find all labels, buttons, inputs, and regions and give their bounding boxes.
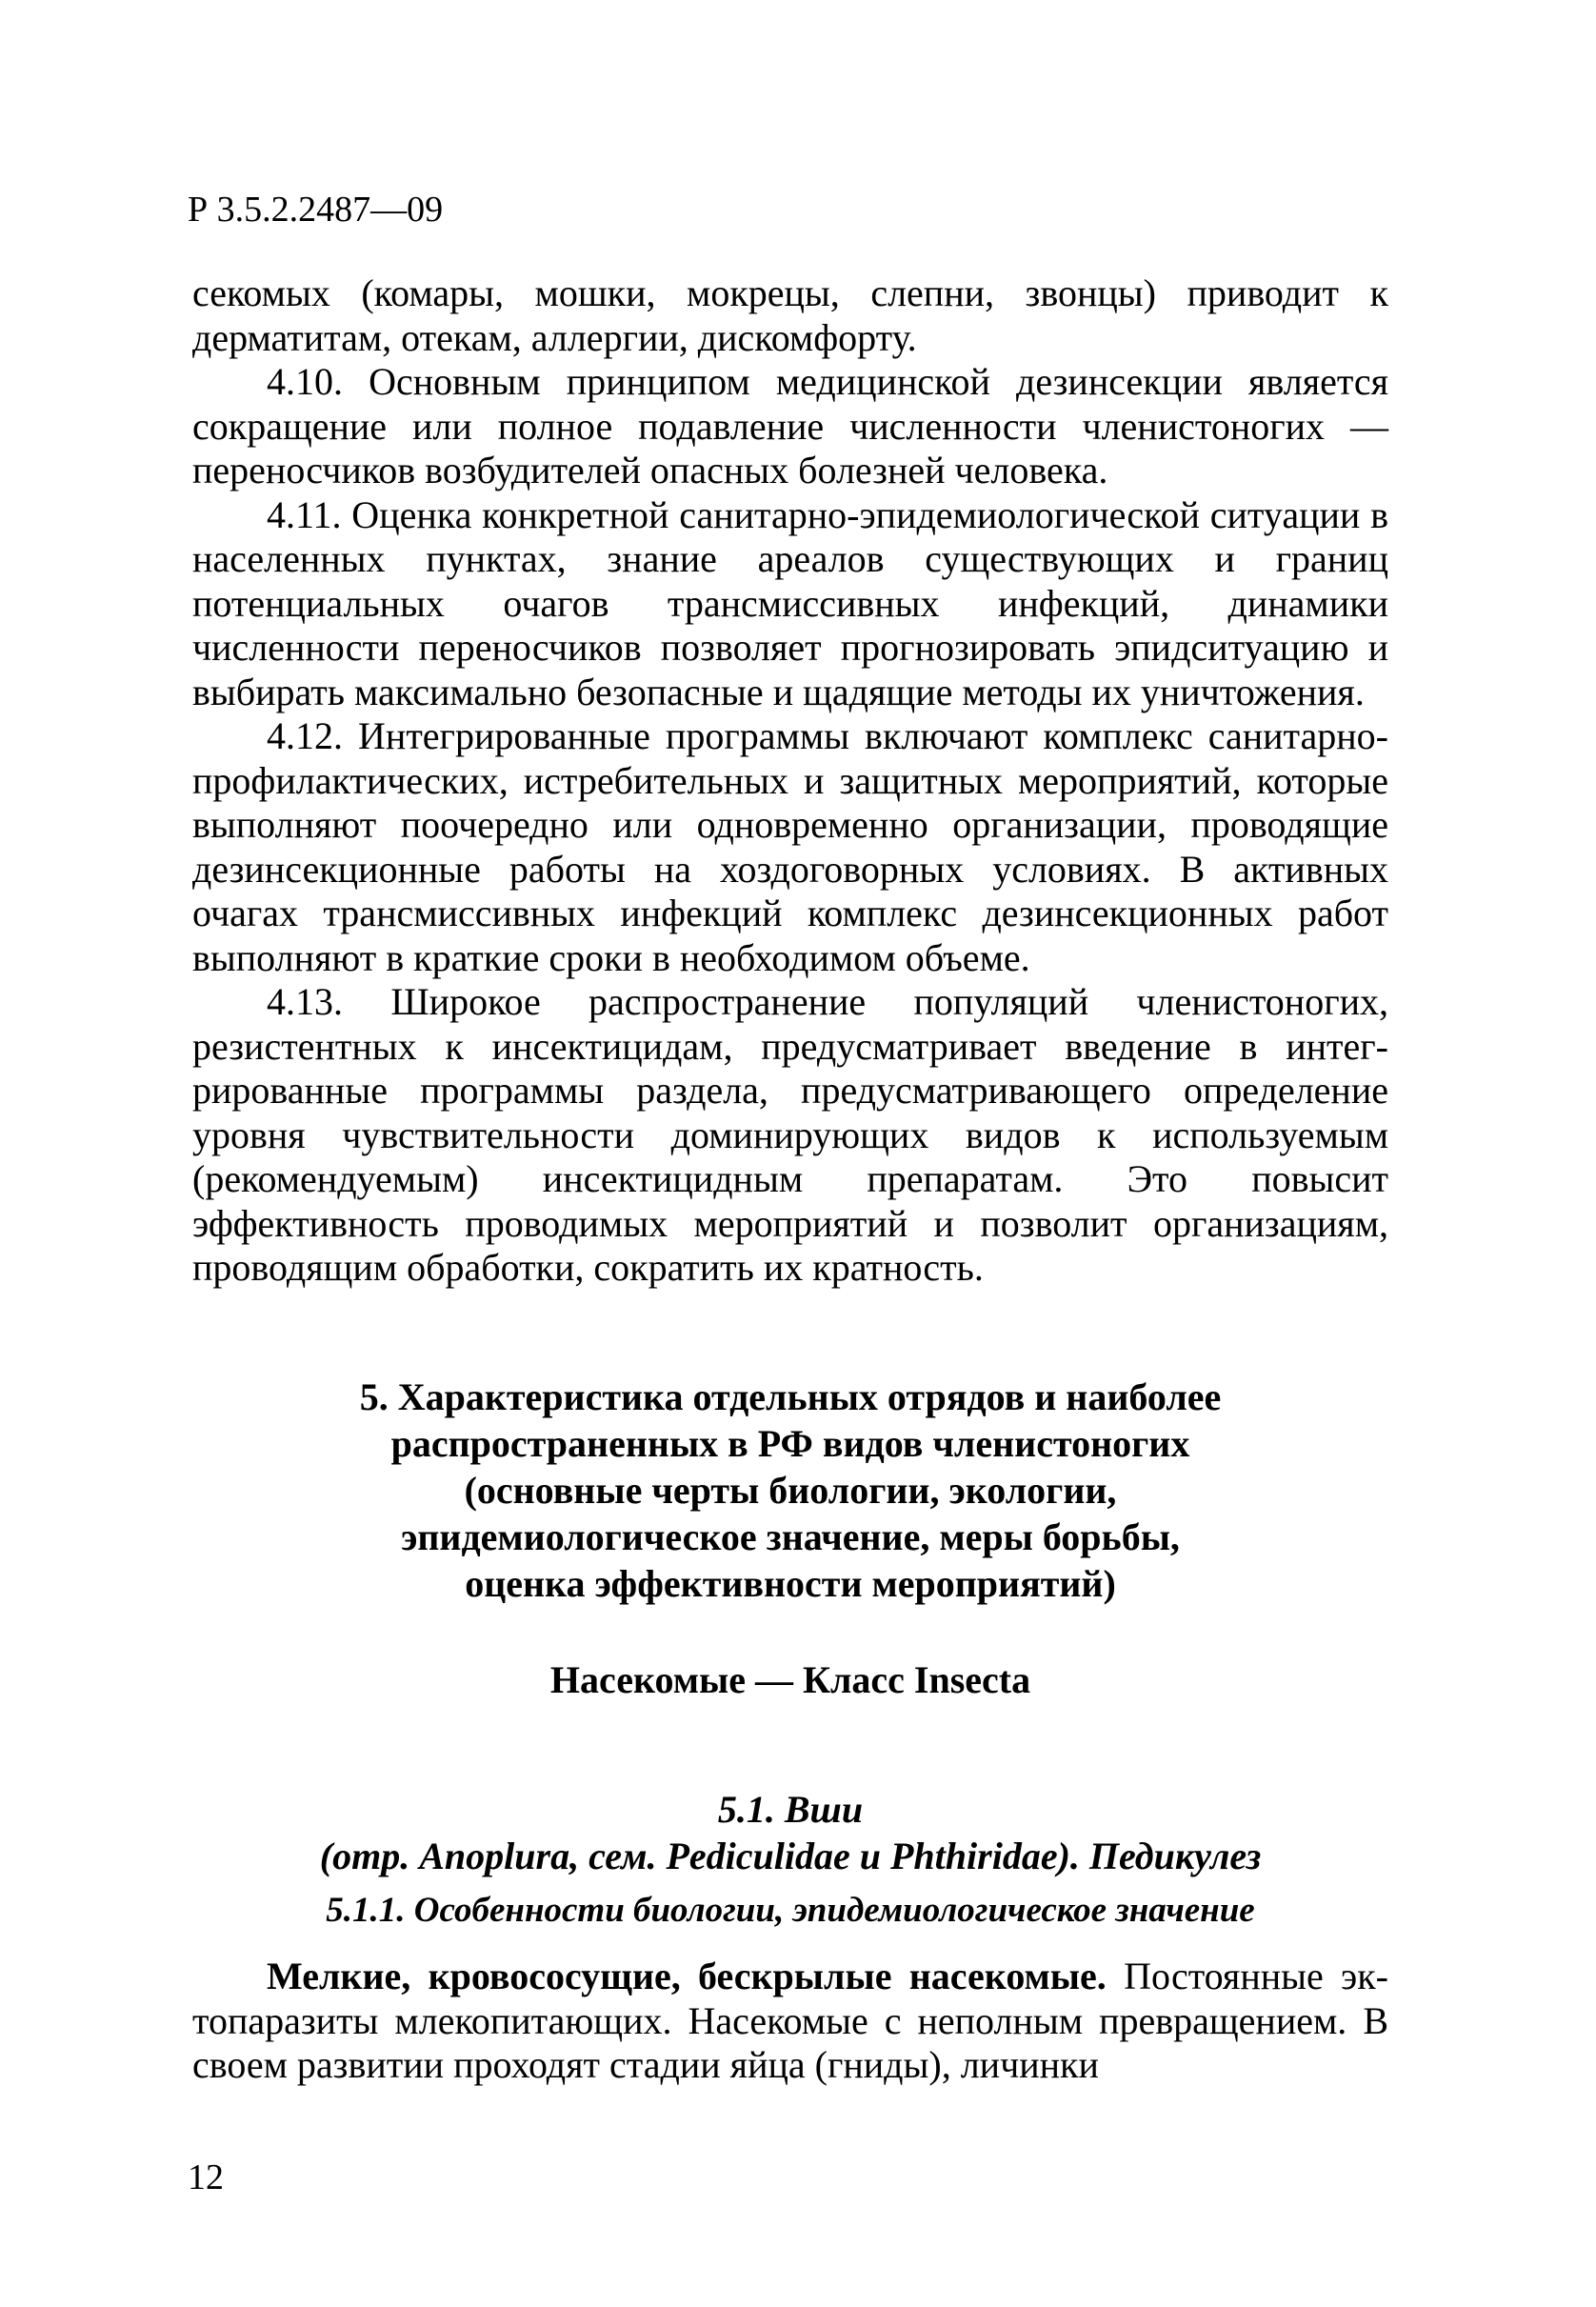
subsection-5-1-1-heading: 5.1.1. Особенности биологии, эпидемиологическое значение [326,1891,1255,1930]
page-number: 12 [188,2157,224,2197]
section-heading-line: оценка эффективности мероприятий) [465,1562,1116,1605]
section-heading-line: (основные черты биологии, экологии, [464,1469,1117,1512]
paragraph-4-11: 4.11. Оценка конкретной санитарно-эпидемиологической ситуации в населенных пунктах, знание ареалов существующих и границ потенциальных очагов трансмиссивных инфекций, динамики численности переносчиков позволяет прогнозировать эпидситуацию и выбирать максимально безопасные и щадящие методы их уничтожения. [192,492,1388,713]
paragraph-lead-bold: Мелкие, кровососущие, бескрылые насекомые. [267,1955,1107,1997]
paragraph-4-10: 4.10. Основным принципом медицинской дезинсекции является сокращение или полное подавление численности членистоногих — переносчиков возбудителей опасных болезней человека. [192,360,1388,491]
section-heading-line: эпидемиологическое значение, меры борьбы, [401,1515,1180,1558]
section-5-heading [192,1374,1388,1607]
document-code: Р 3.5.2.2487—09 [188,190,444,230]
subsection-subtitle: (отр. Anoplura, сем. Pediculidae и Phthiridae). Педикулез [319,1835,1262,1877]
class-heading: Насекомые — Класс Insecta [549,1658,1031,1701]
subsection-5-1-heading [192,1786,1388,1879]
paragraph-rest: Постоянные эктопаразиты млекопитающих. Насекомые с неполным превращением. В своем развитии проходят стадии яйца (гниды), личинки [192,1955,1388,2086]
paragraph-4-12: 4.12. Интегрированные программы включают комплекс санитарно-профилактических, истребительных и защитных мероприятий, которые выполняют поочередно или одновременно организации, проводящие дезинсекционные работы на хоздоговорных условиях. В активных очагах трансмиссивных инфекций комплекс дезинсекционных работ выполняют в краткие сроки в необходимом объеме. [192,714,1388,979]
section-body-text [192,1955,1388,2088]
subsection-title: 5.1. Вши [717,1788,864,1831]
paragraph-continued: секомых (комары, мошки, мокрецы, слепни, звонцы) приводит к дерматитам, отекам, аллергии, дискомфорту. [192,271,1388,359]
section-heading-line: распространенных в РФ видов членистоногих [390,1422,1190,1465]
paragraph-4-13: 4.13. Широкое распространение популяций членистоногих, резистентных к инсектицидам, предусматривает введение в интегрированные программы раздела, предусматривающего определение уровня чувствительности доминирующих видов к используемым (рекомендуемым) инсектицидным препаратам. Это повысит эффективность проводимых мероприятий и позволит организациям, проводящим обработки, сократить их кратность. [192,980,1388,1289]
paragraph-insects [192,1955,1388,2088]
main-text-block [192,271,1388,1291]
section-heading-line: 5. Характеристика отдельных отрядов и наиболее [359,1375,1222,1418]
